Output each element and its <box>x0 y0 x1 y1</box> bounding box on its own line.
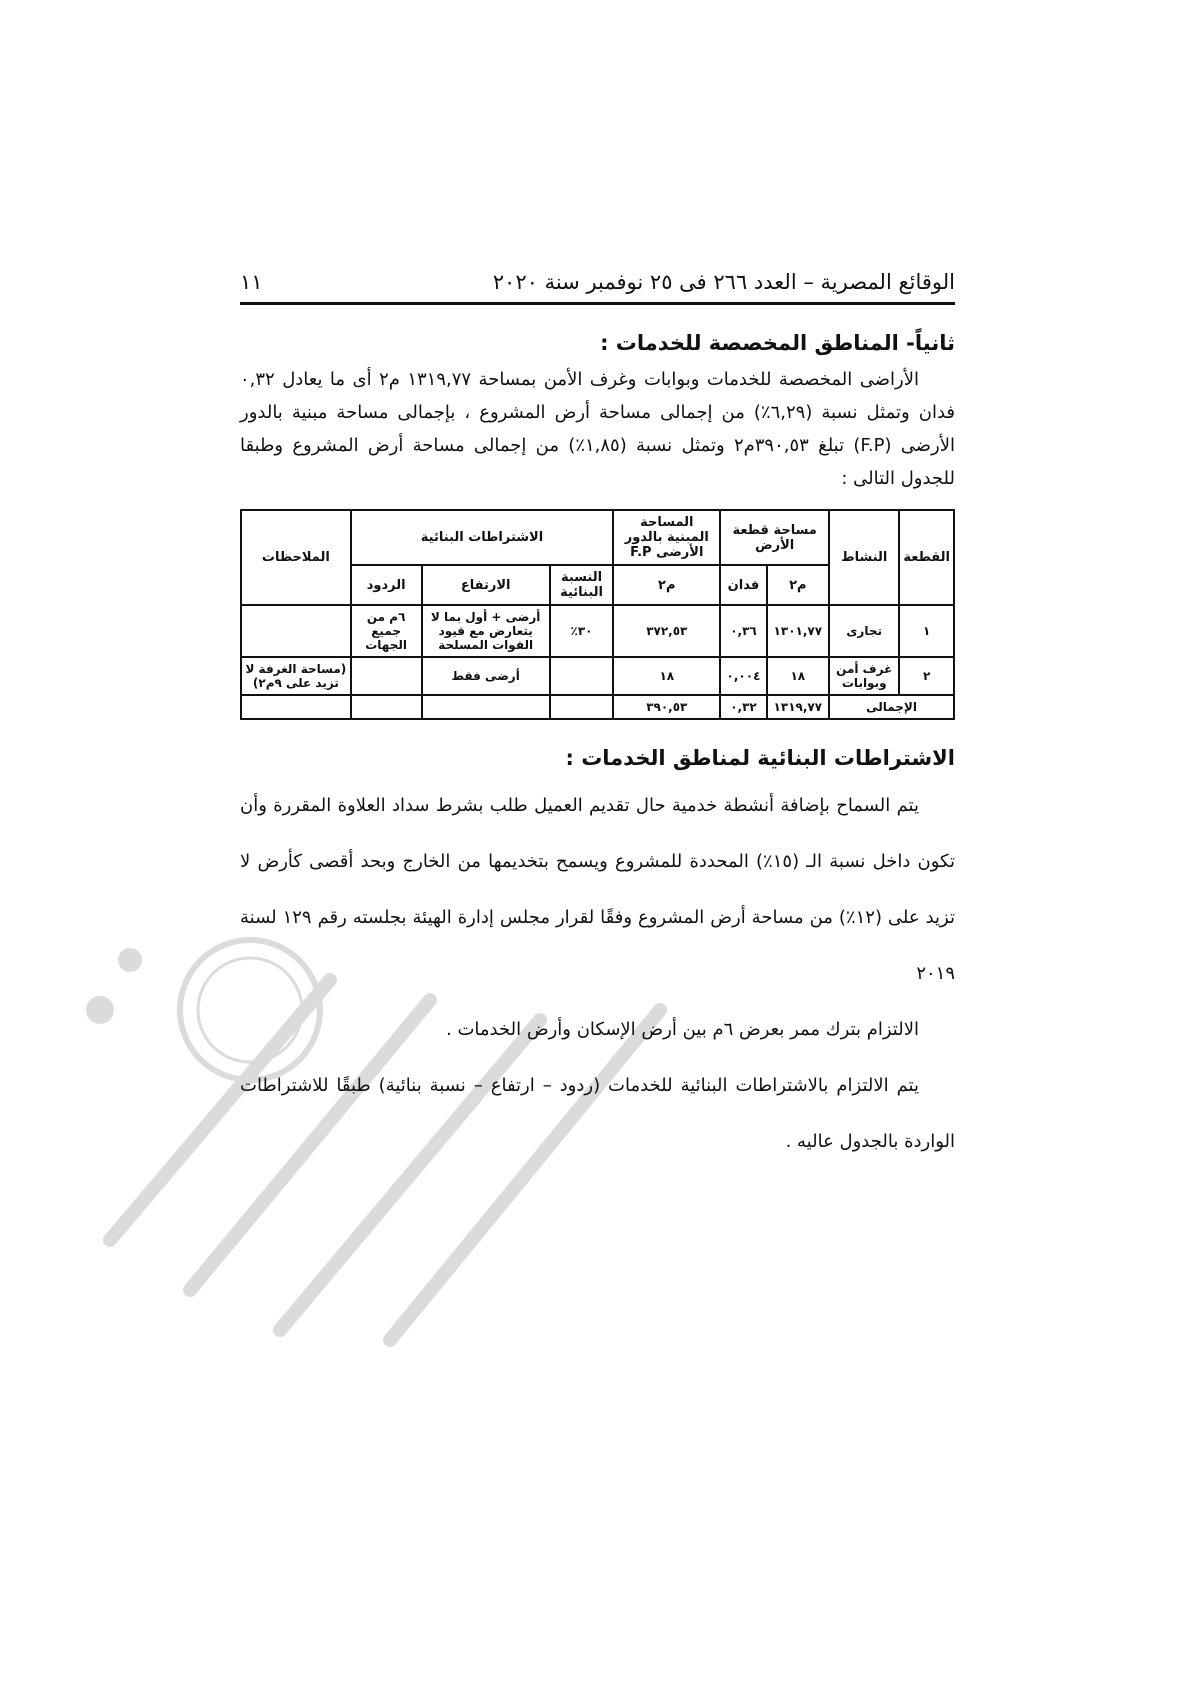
cell-area-m2: ١٣٠١,٧٧ <box>767 605 829 657</box>
section-title-services: ثانياً- المناطق المخصصة للخدمات : <box>600 331 955 355</box>
conditions-paragraph-1: يتم السماح بإضافة أنشطة خدمية حال تقديم العميل طلب بشرط سداد العلاوة المقررة وأن تكون داخل نسبة الـ (١٥٪) المحددة للمشروع ويسمح بتخديمها من الخارج وبحد أقصى كأرض لا تزيد على (١٢٪) من مساحة أرض المشروع وفقًا لقرار مجلس إدارة الهيئة بجلسته رقم ١٢٩ لسنة ٢٠١٩ <box>240 795 955 984</box>
cell-plot: ٢ <box>899 657 954 695</box>
running-head <box>240 270 955 305</box>
th-built-area: المساحة المبنية بالدور الأرضى F.P <box>613 510 720 565</box>
cell-setbacks <box>351 657 422 695</box>
cell-notes: (مساحة الغرفة لا تزيد على ٩م٢) <box>241 657 351 695</box>
cell-ratio: ٣٠٪ <box>550 605 613 657</box>
th-setbacks: الردود <box>351 565 422 605</box>
cell-setbacks: ٦م من جميع الجهات <box>351 605 422 657</box>
th-area-feddan: فدان <box>720 565 766 605</box>
gazette-page <box>240 270 955 1170</box>
cell-built-m2: ٣٧٢,٥٣ <box>613 605 720 657</box>
cell-area-m2: ١٨ <box>767 657 829 695</box>
total-area-m2: ١٣١٩,٧٧ <box>767 695 829 719</box>
cell-built-m2: ١٨ <box>613 657 720 695</box>
th-built-m2: م٢ <box>613 565 720 605</box>
table-row <box>241 605 954 657</box>
total-built-m2: ٣٩٠,٥٣ <box>613 695 720 719</box>
th-building-conditions: الاشتراطات البنائية <box>351 510 614 565</box>
conditions-paragraph-2: الالتزام بترك ممر بعرض ٦م بين أرض الإسكان وأرض الخدمات . <box>446 1019 919 1040</box>
cell-height: أرضى + أول بما لا يتعارض مع قيود القوات المسلحة <box>422 605 550 657</box>
total-label: الإجمالى <box>829 695 954 719</box>
table-row <box>241 657 954 695</box>
th-activity: النشاط <box>829 510 899 605</box>
cell-plot: ١ <box>899 605 954 657</box>
th-plot: القطعة <box>899 510 954 605</box>
cell-area-feddan: ٠,٠٠٤ <box>720 657 766 695</box>
services-paragraph: الأراضى المخصصة للخدمات وبوابات وغرف الأمن بمساحة ١٣١٩,٧٧ م٢ أى ما يعادل ٠,٣٢ فدان وتمثل نسبة (٦,٢٩٪) من إجمالى مساحة أرض المشروع ، بإجمالى مساحة مبنية بالدور الأرضى (F.P) تبلغ ٣٩٠,٥٣م٢ وتمثل نسبة (١,٨٥٪) من إجمالى مساحة أرض المشروع وطبقا للجدول التالى : <box>240 369 956 489</box>
th-notes: الملاحظات <box>241 510 351 605</box>
services-table <box>240 509 955 720</box>
cell-activity: غرف أمن وبوابات <box>829 657 899 695</box>
th-land-area: مساحة قطعة الأرض <box>720 510 829 565</box>
table-total-row <box>241 695 954 719</box>
section-title-conditions: الاشتراطات البنائية لمناطق الخدمات : <box>565 746 955 770</box>
cell-notes <box>241 605 351 657</box>
cell-activity: تجارى <box>829 605 899 657</box>
total-area-feddan: ٠,٣٢ <box>720 695 766 719</box>
cell-ratio <box>550 657 613 695</box>
th-height: الارتفاع <box>422 565 550 605</box>
conditions-paragraph-3: يتم الالتزام بالاشتراطات البنائية للخدمات (ردود – ارتفاع – نسبة بنائية) طبقًا للاشتراطات الواردة بالجدول عاليه . <box>240 1075 955 1152</box>
page-number: ١١ <box>240 270 263 294</box>
cell-area-feddan: ٠,٣٦ <box>720 605 766 657</box>
th-ratio: النسبة البنائية <box>550 565 613 605</box>
th-area-m2: م٢ <box>767 565 829 605</box>
publication-line: الوقائع المصرية – العدد ٢٦٦ فى ٢٥ نوفمبر سنة ٢٠٢٠ <box>492 270 955 294</box>
cell-height: أرضى فقط <box>422 657 550 695</box>
